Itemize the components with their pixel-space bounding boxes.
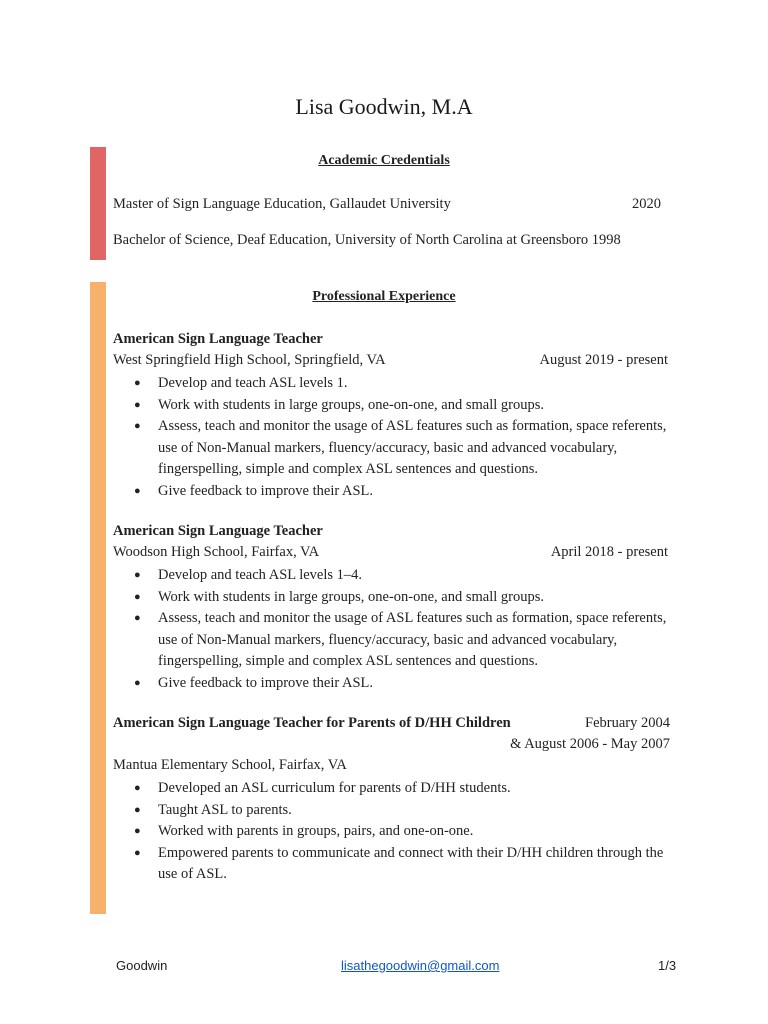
credential-date: 2020 <box>632 196 661 212</box>
job-title <box>113 331 668 348</box>
job-org-row <box>113 352 668 369</box>
list-item: ● Work with students in large groups, one-on-one, and small groups. <box>113 395 673 417</box>
credential-entry <box>113 232 668 249</box>
page-number: 1/3 <box>658 958 677 973</box>
experience-accent-bar <box>90 282 106 914</box>
list-item: ● Develop and teach ASL levels 1. <box>113 373 673 395</box>
credential-text: Bachelor of Science, Deaf Education, University of North Carolina at Greensboro 1998 <box>113 232 621 248</box>
job-title-row <box>113 715 670 732</box>
job-title-text: American Sign Language Teacher for Parents of D/HH Children <box>113 715 511 731</box>
job-date: February 2004 <box>585 715 670 731</box>
job-title-text: American Sign Language Teacher <box>113 523 323 539</box>
job-title-text: American Sign Language Teacher <box>113 331 323 347</box>
list-item: ● Give feedback to improve their ASL. <box>113 481 673 503</box>
job-org-row <box>113 757 668 774</box>
list-item: ● Develop and teach ASL levels 1–4. <box>113 565 673 587</box>
list-item: ● Taught ASL to parents. <box>113 800 673 822</box>
credential-entry <box>113 196 661 213</box>
footer-name: Goodwin <box>116 958 168 973</box>
job-org-row <box>113 544 668 561</box>
resume-name: Lisa Goodwin, M.A <box>295 94 473 119</box>
list-item: ● Empowered parents to communicate and connect with their D/HH children through the use of ASL. <box>113 843 673 886</box>
job-org: Mantua Elementary School, Fairfax, VA <box>113 757 347 773</box>
job-title <box>113 523 668 540</box>
list-item: ● Work with students in large groups, one-on-one, and small groups. <box>113 587 673 609</box>
footer-email-link[interactable]: lisathegoodwin@gmail.com <box>341 958 500 973</box>
academic-heading: Academic Credentials <box>318 153 450 168</box>
list-item: ● Give feedback to improve their ASL. <box>113 673 673 695</box>
job-date: April 2018 - present <box>550 544 668 560</box>
job-duties <box>113 778 673 886</box>
job-duties <box>113 565 673 694</box>
job-date: August 2019 - present <box>539 352 668 368</box>
job-date-continued: & August 2006 - May 2007 <box>510 736 670 752</box>
job-org: Woodson High School, Fairfax, VA <box>113 544 320 560</box>
job-org: West Springfield High School, Springfield, VA <box>113 352 386 368</box>
list-item: ● Worked with parents in groups, pairs, and one-on-one. <box>113 821 673 843</box>
experience-heading: Professional Experience <box>312 289 456 304</box>
list-item: ● Developed an ASL curriculum for parents of D/HH students. <box>113 778 673 800</box>
list-item: ● Assess, teach and monitor the usage of ASL features such as formation, space referents, use of Non-Manual markers, fluency/accuracy, basic and advanced vocabulary, fingerspelling, simple and complex ASL sentences and questions. <box>113 608 673 673</box>
list-item: ● Assess, teach and monitor the usage of ASL features such as formation, space referents, use of Non-Manual markers, fluency/accuracy, basic and advanced vocabulary, fingerspelling, simple and complex ASL sentences and questions. <box>113 416 673 481</box>
job-duties <box>113 373 673 502</box>
credential-text: Master of Sign Language Education, Gallaudet University <box>113 196 451 212</box>
